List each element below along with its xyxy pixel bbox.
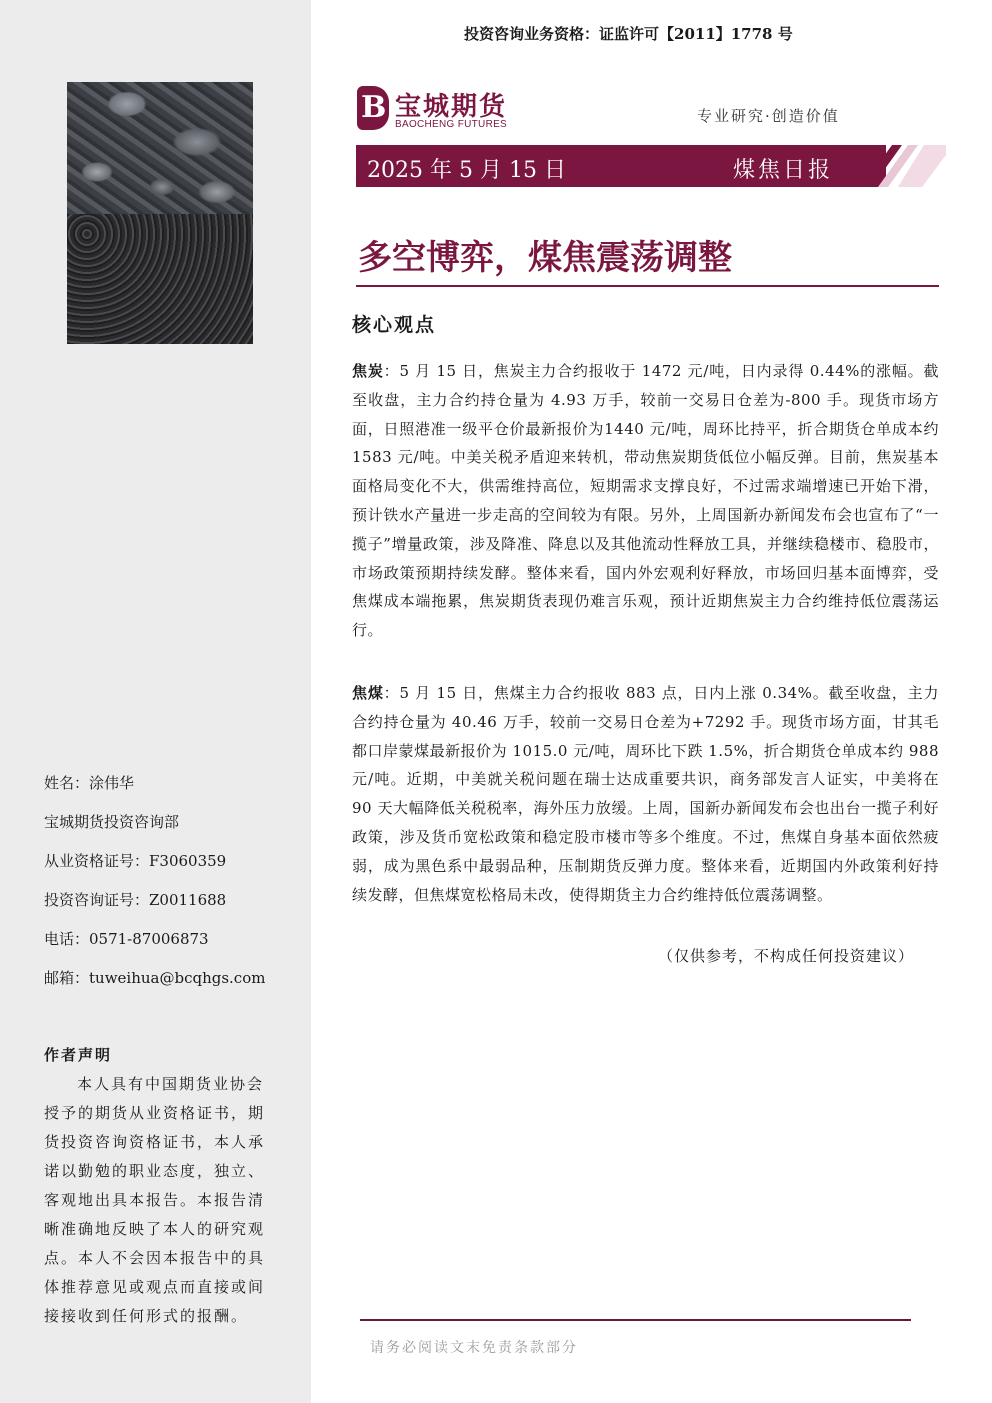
logo-chinese-name: 宝城期货 [395,92,508,122]
report-type: 煤焦日报 [733,158,834,183]
coking-coal-label: 焦煤 [352,684,384,702]
footer-note: 请务必阅读文末免责条款部分 [370,1340,578,1356]
company-logo [357,86,527,134]
disclaimer: （仅供参考，不构成任何投资建议） [658,947,915,965]
author-email[interactable]: 邮箱：tuweihua@bcqhgs.com [44,969,266,987]
headline-rule [356,285,939,287]
author-name: 姓名：涂伟华 [44,774,135,792]
author-qualification: 从业资格证号：F3060359 [44,852,227,870]
footer-rule [360,1319,911,1321]
section-title: 核心观点 [352,314,437,336]
declaration-title: 作者声明 [44,1046,113,1064]
coke-label: 焦炭 [352,362,384,380]
author-department: 宝城期货投资咨询部 [44,813,180,831]
coke-text: ：5 月 15 日，焦炭主力合约报收于 1472 元/吨，日内录得 0.44%的涨幅。截至收盘，主力合约持仓量为 4.93 万手，较前一交易日仓差为-800 手。现货市场方面，日照港准一级平仓价最新报价为1440 元/吨，周环比持平，折合期货仓单成本约 1583 元/吨。中美关税矛盾迎来转机，带动焦炭期货低位小幅反弹。目前，焦炭基本面格局变化不大，供需维持高位，短期需求支撑良好，不过需求端增速已开始下滑，预计铁水产量进一步走高的空间较为有限。另外，上周国新办新闻发布会也宣布了“一揽子”增量政策，涉及降准、降息以及其他流动性释放工具，并继续稳楼市、稳股市，市场政策预期持续发酵。整体来看，国内外宏观利好释放，市场回归基本面博弈，受焦煤成本端拖累，焦炭期货表现仍难言乐观，预计近期焦炭主力合约维持低位震荡运行。 [352,362,939,640]
license-line: 投资咨询业务资格：证监许可【2011】1778 号 [464,25,793,43]
author-consulting-id: 投资咨询证号：Z0011688 [44,891,227,909]
coal-photo-top [67,82,253,214]
report-date: 2025 年 5 月 15 日 [367,158,566,183]
coking-coal-text: ：5 月 15 日，焦煤主力合约报收 883 点，日内上涨 0.34%。截至收盘，主力合约持仓量为 40.46 万手，较前一交易日仓差为+7292 手。现货市场方面，甘其毛都口岸蒙煤最新报价为 1015.0 元/吨，周环比下跌 1.5%，折合期货仓单成本约 988 元/吨。近期，中美就关税问题在瑞士达成重要共识，商务部发言人证实，中美将在 90 天大幅降低关税税率，海外压力放缓。上周，国新办新闻发布会也出台一揽子利好政策，涉及货币宽松政策和稳定股市楼市等多个维度。不过，焦煤自身基本面依然疲弱，成为黑色系中最弱品种，压制期货反弹力度。整体来看，近期国内外政策利好持续发酵，但焦煤宽松格局未改，使得期货主力合约维持低位震荡调整。 [352,684,939,904]
logo-english-name: BAOCHENG FUTURES [395,119,508,130]
logo-mark-icon: B [357,86,389,130]
coking-coal-paragraph [352,679,939,909]
sidebar [0,0,311,1403]
tagline: 专业研究·创造价值 [697,107,840,125]
author-phone: 电话：0571-87006873 [44,930,209,948]
author-info [44,764,284,998]
coal-photo-bottom [67,214,253,344]
declaration-body: 本人具有中国期货业协会授予的期货从业资格证书，期货投资咨询资格证书，本人承诺以勤勉的职业态度，独立、客观地出具本报告。本报告清晰准确地反映了本人的研究观点。本人不会因本报告中的具体推荐意见或观点而直接或间接接收到任何形式的报酬。 [44,1075,266,1325]
headline: 多空博弈，煤焦震荡调整 [358,238,732,278]
banner-stripes-decoration [856,145,946,187]
coke-paragraph [352,357,939,645]
